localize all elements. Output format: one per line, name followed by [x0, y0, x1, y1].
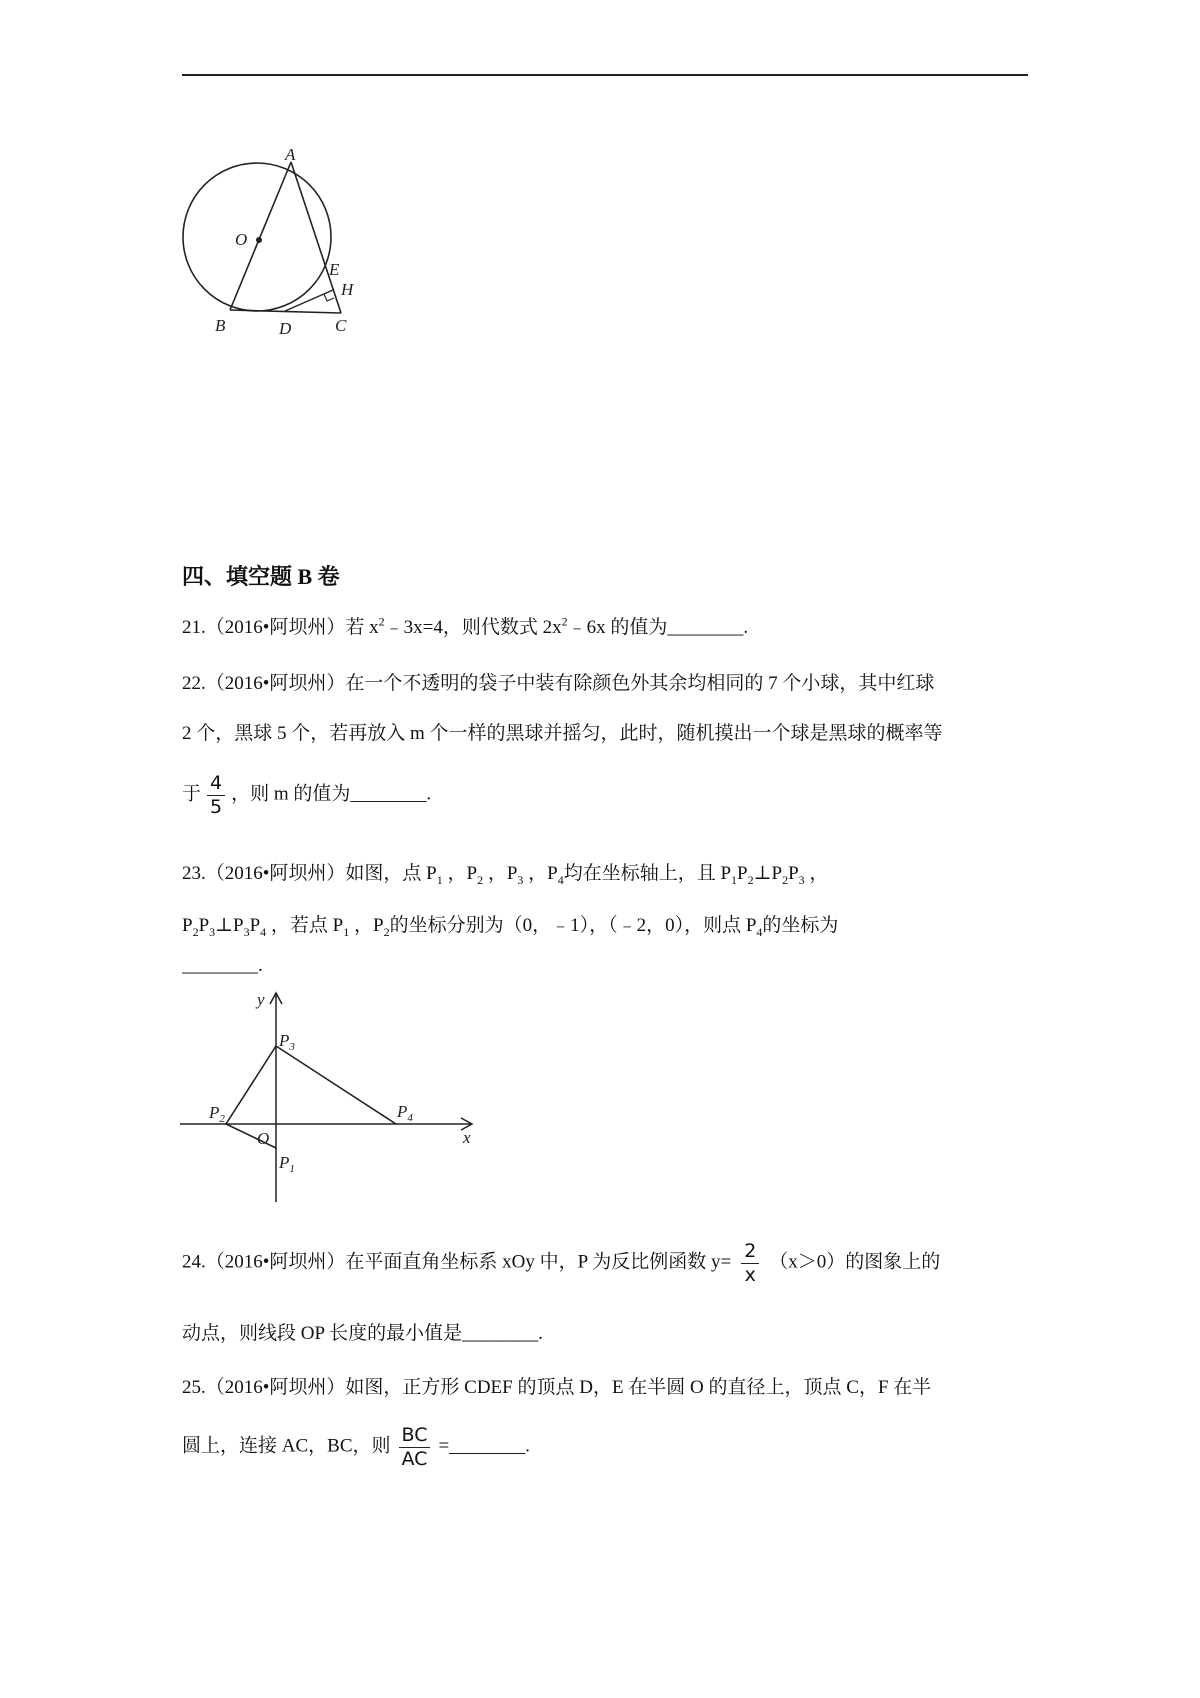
q23-text: P: [182, 915, 193, 936]
q23-text: ，若点 P: [270, 915, 344, 936]
q23-sub: 4: [260, 924, 267, 939]
q24-post: （x＞0）的图象上的: [769, 1251, 941, 1273]
question-25-line1: 25.（2016•阿坝州）如图，正方形 CDEF 的顶点 D，E 在半圆 O 的直径上，顶点 C，F 在半: [182, 1377, 932, 1398]
label-e: E: [329, 260, 340, 279]
q23-sub: 2: [782, 872, 789, 887]
q23-text: 均在坐标轴上，且 P: [563, 863, 732, 884]
q22-pre: 于: [182, 783, 202, 805]
question-24-line1: [182, 1240, 940, 1287]
q23-sub: 3: [798, 872, 805, 887]
q25-pre: 圆上，连接 AC，BC，则: [182, 1435, 391, 1457]
q23-text: ⊥P: [753, 863, 783, 884]
p3-sub: 3: [289, 1041, 295, 1053]
q21-exp1: 2: [378, 614, 385, 629]
p4-letter: P: [397, 1102, 408, 1121]
q21-suffix: ﹣6x 的值为________.: [567, 617, 749, 638]
question-23-line1: [182, 858, 828, 888]
center-point: [256, 237, 262, 243]
p2-sub: 2: [219, 1113, 225, 1125]
q23-text: 的坐标分别为（0，﹣1），（﹣2，0），则点 P: [389, 915, 757, 936]
q21-prefix: 21.（2016•阿坝州）若 x: [182, 617, 379, 638]
q25-frac-num: BC: [399, 1424, 431, 1448]
label-b: B: [215, 316, 226, 335]
q21-mid: ﹣3x=4，则代数式 2x: [384, 617, 562, 638]
label-o: O: [257, 1129, 270, 1148]
p3-letter: P: [279, 1031, 290, 1050]
q23-sub: 3: [243, 924, 250, 939]
section-title: 四、填空题 B 卷: [182, 564, 340, 589]
q25-fraction: [399, 1424, 431, 1471]
q23-sub: 4: [557, 872, 564, 887]
label-p3: [278, 1031, 295, 1053]
question-22-line2: 2 个，黑球 5 个，若再放入 m 个一样的黑球并摇匀，此时，随机摸出一个球是黑球的概率等: [182, 723, 943, 744]
label-a: A: [285, 145, 296, 164]
q23-text: ，P: [354, 915, 384, 936]
q23-text: P: [788, 863, 799, 884]
label-x: x: [463, 1128, 471, 1147]
q21-exp2: 2: [561, 614, 568, 629]
question-22-line3: [182, 772, 431, 819]
segment-ac: [291, 162, 341, 313]
question-22-line1: 22.（2016•阿坝州）在一个不透明的袋子中装有除颜色外其余均相同的 7 个小球，其中红球: [182, 673, 935, 694]
q23-text: P: [249, 915, 261, 936]
q23-sub: 4: [756, 924, 763, 939]
q23-text: ，P: [447, 863, 478, 884]
q23-text: ，P: [487, 863, 518, 884]
circle-o: [183, 163, 331, 311]
geometry-figure-circle: [175, 145, 375, 340]
q23-text: 的坐标为: [762, 915, 839, 936]
question-21: [182, 612, 748, 639]
header-rule: [182, 74, 1028, 76]
segment-p3p4: [276, 1046, 396, 1124]
label-p4: [396, 1102, 413, 1124]
p1-sub: 1: [289, 1163, 295, 1175]
q23-sub: 1: [343, 924, 350, 939]
q23-sub: 2: [383, 924, 390, 939]
segment-p2p3: [226, 1046, 276, 1124]
segment-dh: [285, 290, 333, 311]
question-24-line2: 动点，则线段 OP 长度的最小值是________.: [182, 1323, 543, 1344]
q23-text: 23.（2016•阿坝州）如图，点 P: [182, 863, 437, 884]
q23-text: P: [737, 863, 748, 884]
q22-fraction: [207, 772, 225, 819]
q22-post: ，则 m 的值为________.: [231, 783, 432, 805]
q25-post: =________.: [438, 1435, 530, 1457]
q24-pre: 24.（2016•阿坝州）在平面直角坐标系 xOy 中，P 为反比例函数 y=: [182, 1251, 732, 1273]
label-p1: [278, 1153, 295, 1175]
q23-sub: 3: [209, 924, 216, 939]
p2-letter: P: [209, 1103, 220, 1122]
coordinate-figure: [175, 990, 485, 1205]
label-p2: [208, 1103, 225, 1125]
q24-frac-den: x: [744, 1263, 756, 1286]
question-23-line2: [182, 910, 838, 940]
q22-frac-num: 4: [207, 772, 225, 796]
label-h: H: [341, 280, 354, 299]
q23-sub: 2: [477, 872, 484, 887]
q23-sub: 2: [192, 924, 199, 939]
q23-text: ⊥P: [215, 915, 244, 936]
question-25-line2: [182, 1424, 530, 1471]
q25-frac-den: AC: [401, 1447, 428, 1470]
q23-sub: 2: [747, 872, 754, 887]
q23-text: ，P: [528, 863, 558, 884]
q23-text: P: [198, 915, 210, 936]
q23-sub: 1: [731, 872, 738, 887]
q23-text: ，: [809, 863, 829, 884]
label-c: C: [335, 316, 347, 335]
p1-letter: P: [279, 1153, 290, 1172]
right-angle-mark: [324, 294, 334, 301]
label-o: O: [235, 230, 248, 249]
label-y: y: [257, 990, 265, 1009]
q22-frac-den: 5: [210, 795, 223, 818]
p4-sub: 4: [407, 1112, 413, 1124]
q24-fraction: [741, 1240, 759, 1287]
q24-frac-num: 2: [741, 1240, 759, 1264]
q23-sub: 3: [517, 872, 524, 887]
question-23-line3: ________.: [182, 955, 263, 976]
q23-sub: 1: [436, 872, 443, 887]
label-d: D: [279, 319, 292, 338]
